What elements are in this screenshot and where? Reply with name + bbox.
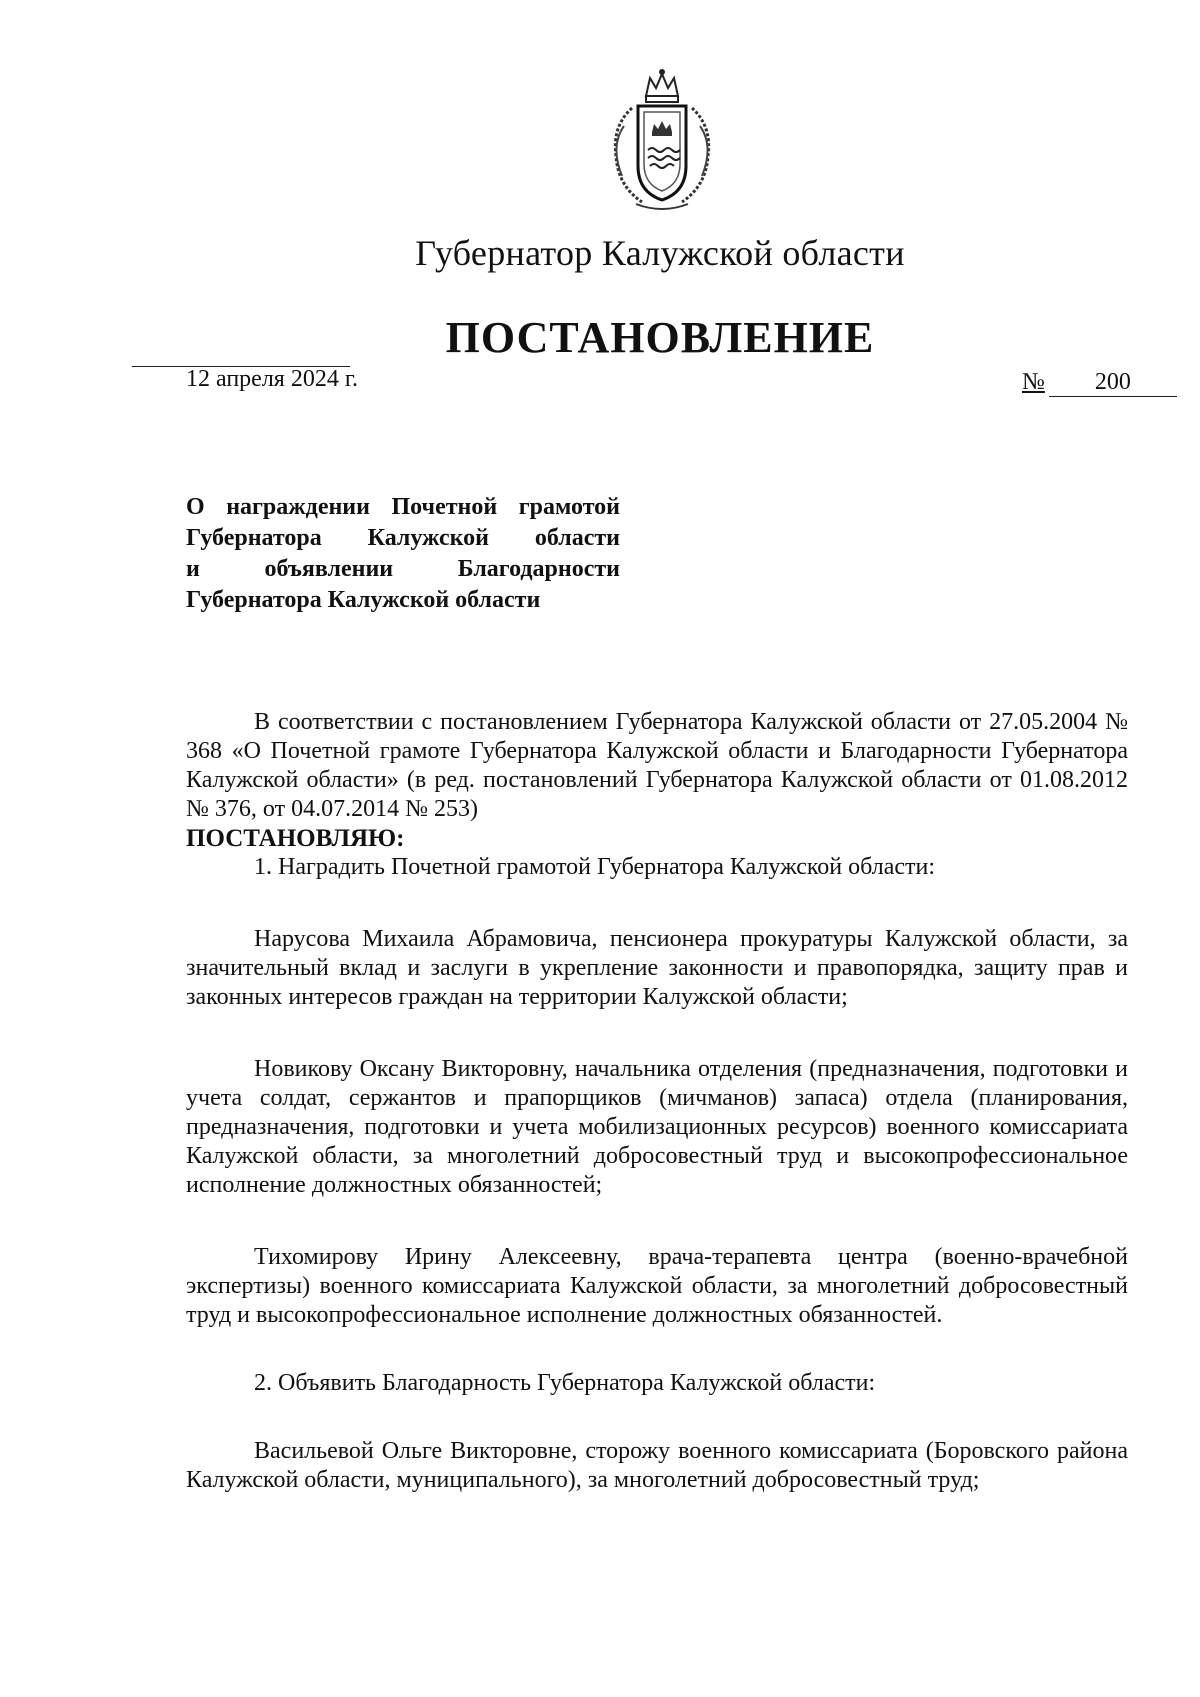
document-number-block xyxy=(1022,369,1177,397)
award-paragraph: Новикову Оксану Викторовну, начальника отделения (предназначения, подготовки и учета солдат, сержантов и прапорщиков (мичманов) запаса) отдела (планирования, предназначения, подготовки и учета мобилизационных ресурсов) военного комиссариата Калужской области, за многолетний добросовестный труд и высокопрофессиональное исполнение должностных обязанностей; xyxy=(186,1056,1128,1198)
thanks-paragraph: Васильевой Ольге Викторовне, сторожу военного комиссариата (Боровского района Калужской области, муниципального), за многолетний добросовестный труд; xyxy=(186,1438,1128,1493)
subject-line: Губернатора Калужской области xyxy=(186,525,620,551)
number-sign: № xyxy=(1022,369,1045,395)
document-date: 12 апреля 2024 г. xyxy=(186,366,358,392)
award-paragraph: Нарусова Михаила Абрамовича, пенсионера прокуратуры Калужской области, за значительный вклад и заслуги в укрепление законности и правопорядка, защиту прав и законных интересов граждан на территории Калужской области; xyxy=(186,926,1128,1010)
document-type-heading: ПОСТАНОВЛЕНИЕ xyxy=(445,313,875,362)
document-number: 200 xyxy=(1049,369,1177,397)
decree-word: ПОСТАНОВЛЯЮ: xyxy=(186,825,405,852)
issuer-title: Губернатор Калужской области xyxy=(415,233,905,273)
item-1-heading: 1. Наградить Почетной грамотой Губернатора Калужской области: xyxy=(254,854,936,880)
award-paragraph: Тихомирову Ирину Алексеевну, врача-терапевта центра (военно-врачебной экспертизы) военного комиссариата Калужской области, за многолетний добросовестный труд и высокопрофессиональное исполнение должностных обязанностей. xyxy=(186,1244,1128,1328)
document-body xyxy=(186,708,1128,1495)
subject-line: и объявлении Благодарности xyxy=(186,556,620,582)
coat-of-arms-emblem xyxy=(602,66,722,216)
item-2-heading: 2. Объявить Благодарность Губернатора Калужской области: xyxy=(254,1370,876,1396)
preamble-paragraph: В соответствии с постановлением Губернатора Калужской области от 27.05.2004 № 368 «О Почетной грамоте Губернатора Калужской области и Благодарности Губернатора Калужской области» (в ред. постановлений Губернатора Калужской области от 01.08.2012 № 376, от 04.07.2014 № 253) xyxy=(186,709,1128,822)
subject-line: Губернатора Калужской области xyxy=(186,587,541,613)
document-subject xyxy=(186,492,620,616)
subject-line: О награждении Почетной грамотой xyxy=(186,494,620,520)
